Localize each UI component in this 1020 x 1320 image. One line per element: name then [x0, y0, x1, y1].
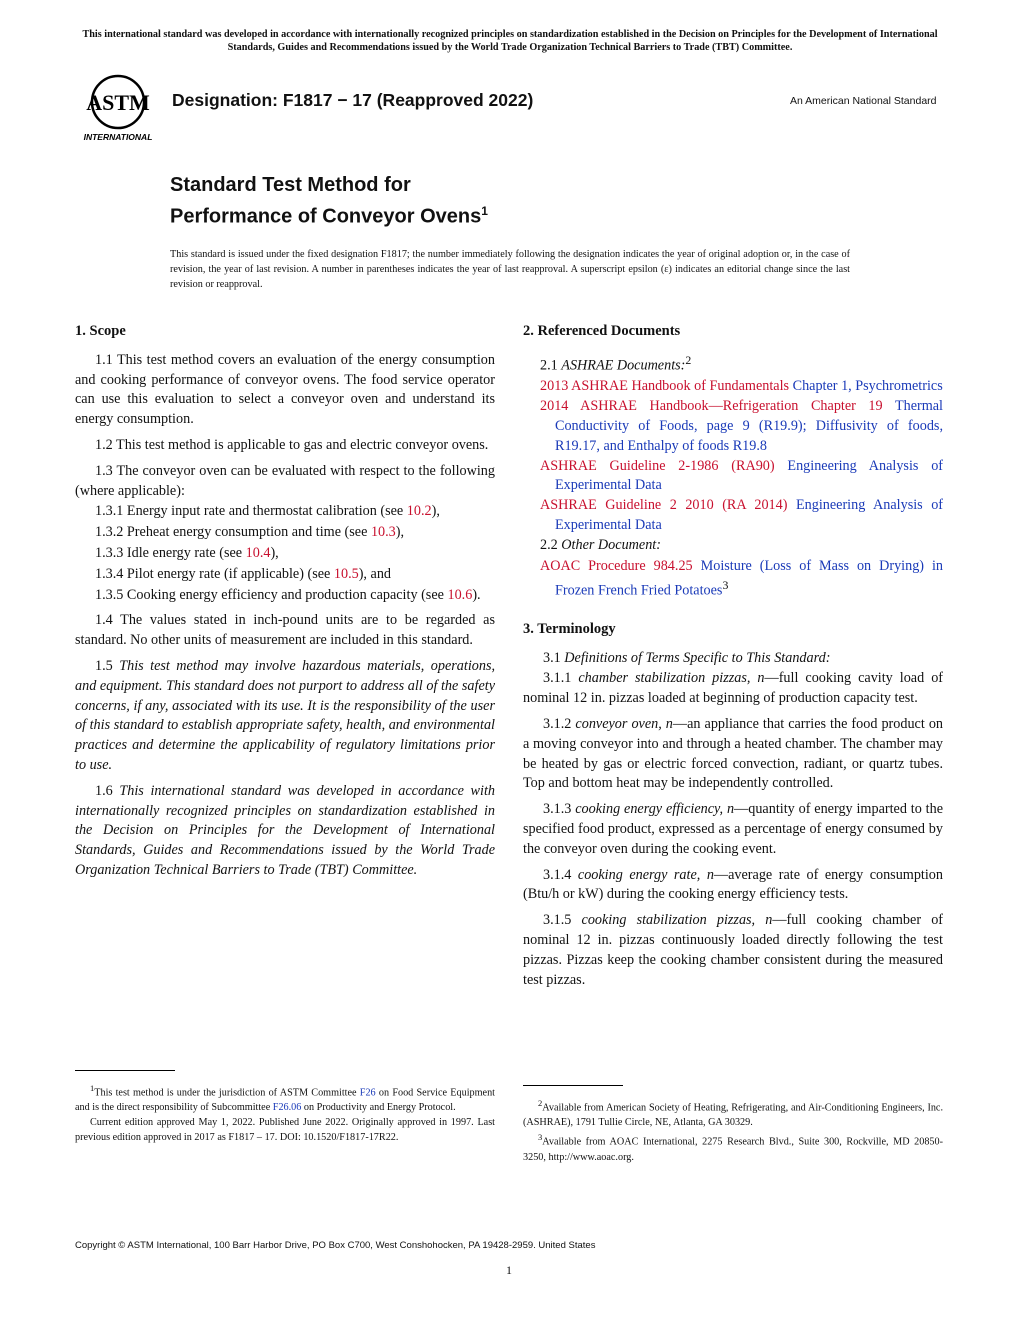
term-3-1-2: 3.1.2 conveyor oven, n—an appliance that carries the food product on a moving conveyor into and through a heated chamber. The chamber may be heated by gas or electric forced convection, radiant, or quartz tubes. Top and bottom heat may be independently controlled.: [523, 716, 944, 792]
link-10-5[interactable]: 10.5: [333, 565, 359, 582]
link-10-3[interactable]: 10.3: [370, 524, 396, 541]
logo-subtext: INTERNATIONAL: [83, 132, 153, 142]
footnote-rule-right: [523, 1085, 623, 1086]
american-national-standard: An American National Standard: [790, 95, 937, 107]
footnotes-left: [75, 1081, 495, 1145]
logo-text: ASTM: [86, 90, 150, 115]
para-1-5: 1.5 This test method may involve hazardous materials, operations, and equipment. This standard does not purport to address all of the safety concerns, if any, associated with its use. It is the responsibility of the user of this standard to establish appropriate safety, health, and environmental practices and determine the applicability of regulatory limitations prior to use.: [75, 657, 496, 773]
page-number: 1: [506, 1263, 512, 1277]
footnote-1: $^1$This test method is under the jurisdiction of ASTM Committee F26 on Food Service Equipment and is the direct responsibility of Subcommittee F26.06 on Productivity and Energy Protocol.: [75, 1083, 495, 1114]
term-3-1-3: 3.1.3 cooking energy efficiency, n—quantity of energy imparted to the specified food product, expressed as a percentage of energy consumed by the conveyor oven during the cooking event.: [523, 801, 944, 857]
para-2-2: 2.2 Other Document:: [540, 536, 661, 553]
footnotes-right: [523, 1096, 943, 1165]
para-1-3-3: 1.3.3 Idle energy rate (see 10.4),: [95, 544, 279, 561]
para-1-4: 1.4 The values stated in inch-pound units are to be regarded as standard. No other units of measurement are included in this standard.: [75, 612, 495, 649]
link-f26-06[interactable]: F26.06: [272, 1102, 302, 1114]
para-1-3-2: 1.3.2 Preheat energy consumption and time (see 10.3),: [95, 524, 405, 541]
scope-heading: 1. Scope: [75, 323, 126, 339]
ref-item-2[interactable]: 2014 ASHRAE Handbook—Refrigeration Chapter 19 Thermal Conductivity of Foods, page 9 (R19.9); Diffusivity of foods, R19.17, and Enthalpy of foods R19.8: [540, 398, 943, 454]
term-3-1-4: 3.1.4 cooking energy rate, n—average rate of energy consumption (Btu/h or kW) during the cooking energy efficiency tests.: [523, 866, 943, 903]
footnote-rule-left: [75, 1070, 175, 1071]
para-1-1: 1.1 This test method covers an evaluation of the energy consumption and cooking performance of conveyor ovens. The food service operator can use this evaluation to select a conveyor oven and understand its energy consumption.: [75, 351, 495, 428]
para-1-3-5: 1.3.5 Cooking energy efficiency and production capacity (see 10.6).: [95, 586, 481, 603]
refs-heading: 2. Referenced Documents: [523, 323, 681, 339]
title-line1: Standard Test Method for: [170, 174, 411, 196]
copyright: Copyright © ASTM International, 100 Barr Harbor Drive, PO Box C700, West Conshohocken, PA 19428-2959. United States: [75, 1240, 596, 1251]
para-1-3-4: 1.3.4 Pilot energy rate (if applicable) (see 10.5), and: [95, 565, 392, 582]
left-column: [75, 322, 495, 887]
para-3-1: 3.1 Definitions of Terms Specific to This Standard:: [543, 649, 831, 666]
ref-item-1[interactable]: 2013 ASHRAE Handbook of Fundamentals Chapter 1, Psychrometrics: [540, 378, 943, 395]
link-10-4[interactable]: 10.4: [245, 544, 271, 561]
designation: Designation: F1817 − 17 (Reapproved 2022): [172, 90, 534, 110]
right-column: [523, 322, 943, 996]
footnote-2: $^2$Available from American Society of Heating, Refrigerating, and Air-Conditioning Engineers, Inc. (ASHRAE), 1791 Tullie Circle, NE, Atlanta, GA 30329.: [523, 1098, 943, 1129]
astm-logo: [74, 72, 162, 144]
para-1-3: 1.3 The conveyor oven can be evaluated with respect to the following (where applicable):: [75, 462, 495, 499]
para-1-6: 1.6 This international standard was developed in accordance with internationally recognized principles on standardization established in the Decision on Principles for the Development of International Standards, Guides and Recommendations issued by the World Trade Organization Technical Barriers to Trade (TBT) Committee.: [75, 782, 495, 878]
para-1-2: 1.2 This test method is applicable to gas and electric conveyor ovens.: [95, 436, 489, 453]
link-f26[interactable]: F26: [359, 1087, 376, 1099]
para-1-3-1: 1.3.1 Energy input rate and thermostat calibration (see 10.2),: [95, 503, 440, 520]
terms-heading: 3. Terminology: [523, 620, 616, 637]
title-footnote-mark: 1: [481, 204, 488, 218]
ref-item-4[interactable]: ASHRAE Guideline 2 2010 (RA 2014) Engineering Analysis of Experimental Data: [540, 497, 944, 533]
para-2-1: 2.1 ASHRAE Documents:$^2$: [540, 352, 692, 374]
ref-item-5[interactable]: AOAC Procedure 984.25 Moisture (Loss of Mass on Drying) in Frozen French Fried Potatoes$^3$: [540, 557, 944, 600]
term-3-1-1: 3.1.1 chamber stabilization pizzas, n—full cooking cavity load of nominal 12 in. pizzas loaded at beginning of production capacity test.: [523, 670, 944, 707]
link-10-6[interactable]: 10.6: [447, 586, 473, 603]
intro-paragraph: This standard is issued under the fixed designation F1817; the number immediately following the designation indicates the year of original adoption or, in the case of revision, the year of last revision. A number in parentheses indicates the year of last reapproval. A superscript epsilon (ε) indicates an editorial change since the last revision or reapproval.: [170, 249, 850, 290]
page-title: [170, 172, 488, 230]
term-3-1-5: 3.1.5 cooking stabilization pizzas, n—full cooking chamber of nominal 12 in. pizzas continuously loaded directly following the test pizzas. Pizzas keep the cooking chamber consistent during the measured test pizzas.: [523, 912, 944, 988]
top-notice: This international standard was developed in accordance with internationally recognized principles on standardization established in the Decision on Principles for the Development of International Standards, Guides and Recommendations issued by the World Trade Organization Technical Barriers to Trade (TBT) Committee.: [82, 29, 938, 53]
title-line2: Performance of Conveyor Ovens: [170, 205, 482, 228]
footnote-3: $^3$Available from AOAC International, 2275 Research Blvd., Suite 300, Rockville, MD 20850-3250, http://www.aoac.org.: [523, 1132, 943, 1163]
footnote-1-edition: Current edition approved May 1, 2022. Published June 2022. Originally approved in 1997. Last previous edition approved in 2017 as F1817 – 17. DOI: 10.1520/F1817-17R22.: [75, 1117, 495, 1144]
ref-item-3[interactable]: ASHRAE Guideline 2-1986 (RA90) Engineering Analysis of Experimental Data: [540, 457, 944, 494]
link-10-2[interactable]: 10.2: [406, 503, 432, 520]
